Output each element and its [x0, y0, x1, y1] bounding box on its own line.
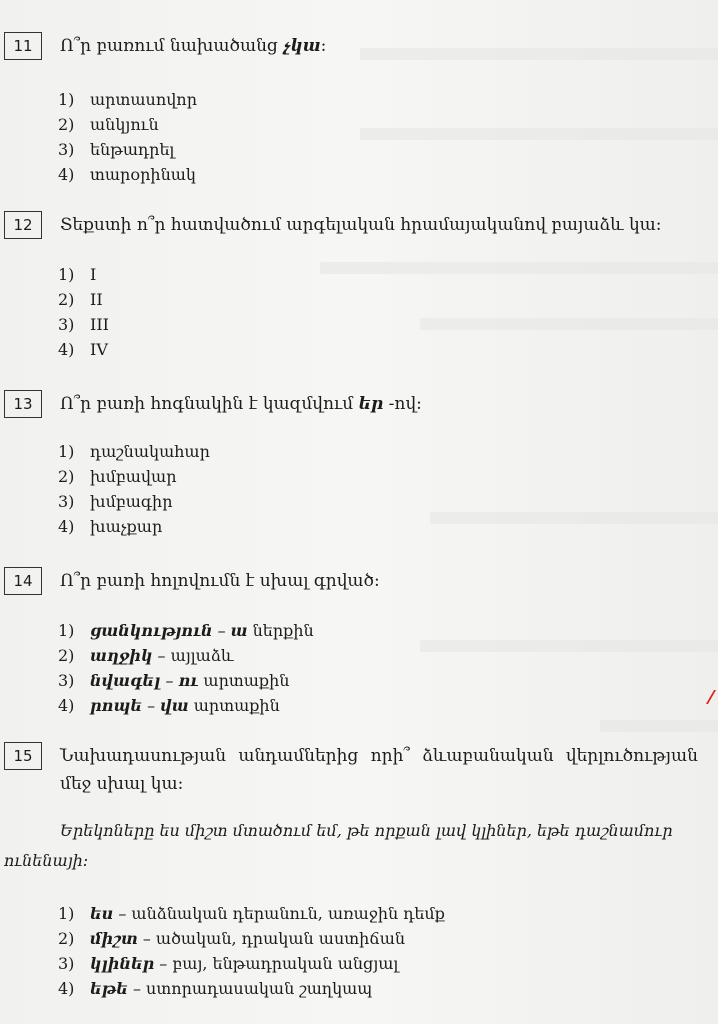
option-3[interactable]: 3) կլիներ – բայ, ենթադրական անցյալ [58, 954, 399, 973]
option-1[interactable]: 1) ես – անձնական դերանուն, առաջին դեմք [58, 904, 445, 923]
question-number: 12 [4, 211, 42, 239]
question-text: Ո՞ր բառի հոլովումն է սխալ գրված: [60, 571, 380, 591]
option-1[interactable]: 1) ցանկություն – ա ներքին [58, 621, 314, 640]
question-text: Նախադասության անդամներից որի՞ ձևաբանական վերլուծության մեջ սխալ կա: [60, 746, 698, 794]
bleed-through [420, 640, 718, 652]
option-3[interactable]: 3) խմբագիր [58, 492, 173, 511]
option-2[interactable]: 2) անկյուն [58, 115, 159, 134]
bleed-through [600, 720, 718, 732]
option-4[interactable]: 4) րոպե – վա արտաքին [58, 696, 280, 715]
question-text: Ո՞ր բառի հոգնակին է կազմվում եր -ով: [60, 394, 422, 414]
option-1[interactable]: 1) I [58, 265, 97, 284]
option-3[interactable]: 3) III [58, 315, 109, 334]
option-2[interactable]: 2) միշտ – ածական, դրական աստիճան [58, 929, 406, 948]
option-4[interactable]: 4) խաչքար [58, 517, 163, 536]
option-2[interactable]: 2) աղջիկ – այլաձև [58, 646, 234, 665]
option-4[interactable]: 4) IV [58, 340, 108, 359]
option-4[interactable]: 4) եթե – ստորադասական շաղկապ [58, 979, 373, 998]
pen-mark [706, 690, 718, 704]
option-2[interactable]: 2) II [58, 290, 103, 309]
bleed-through [360, 128, 718, 140]
question-number: 15 [4, 742, 42, 770]
question-number: 14 [4, 567, 42, 595]
bleed-through [430, 512, 718, 524]
option-3[interactable]: 3) նվագել – ու արտաքին [58, 671, 290, 690]
bleed-through [420, 318, 718, 330]
option-3[interactable]: 3) ենթադրել [58, 140, 175, 159]
option-4[interactable]: 4) տարօրինակ [58, 165, 196, 184]
example-sentence: Երեկոները ես միշտ մտածում եմ, թե որքան լավ կլիներ, եթե դաշնամուր ունենայի: [4, 821, 673, 870]
question-text: Ո՞ր բառում նախածանց չկա: [60, 36, 327, 56]
option-1[interactable]: 1) դաշնակահար [58, 442, 210, 461]
question-text: Տեքստի ո՞ր հատվածում արգելական հրամայականով բայաձև կա: [60, 215, 662, 235]
option-1[interactable]: 1) արտասովոր [58, 90, 197, 109]
question-number: 13 [4, 390, 42, 418]
option-2[interactable]: 2) խմբավար [58, 467, 177, 486]
question-number: 11 [4, 32, 42, 60]
bleed-through [320, 262, 718, 274]
